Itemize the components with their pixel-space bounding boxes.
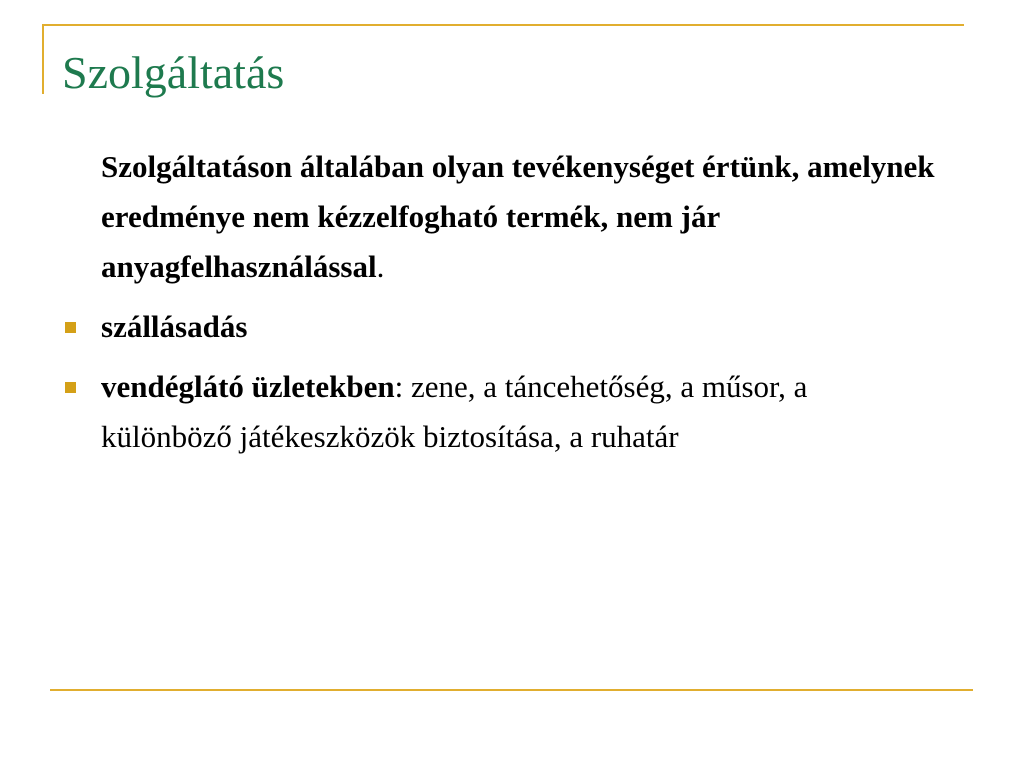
bullet-item-szallasadas: [101, 302, 911, 352]
bullet-plain-text: : zene, a táncehetőség, a műsor, a különböző játékeszközök biztosítása, a ruhatár: [101, 369, 808, 454]
bullet-item-vendeglato: [101, 362, 911, 462]
intro-paragraph: [101, 142, 991, 292]
bullet-bold-text: vendéglátó üzletekben: [101, 369, 395, 404]
square-bullet-icon: [65, 382, 76, 393]
slide-title: Szolgáltatás: [62, 47, 285, 98]
square-bullet-icon: [65, 322, 76, 333]
bullet-bold-text: szállásadás: [101, 309, 248, 344]
bottom-accent-line: [50, 689, 973, 691]
intro-bold-text: Szolgáltatáson általában olyan tevékenységet értünk, amelynek eredménye nem kézzelfogható termék, nem jár anyagfelhasználással: [101, 149, 935, 284]
slide-body: [101, 142, 991, 472]
intro-trailing-text: .: [376, 249, 385, 284]
top-accent-line: [42, 24, 964, 26]
bullet-list: [101, 302, 991, 462]
left-accent-line: [42, 24, 44, 94]
